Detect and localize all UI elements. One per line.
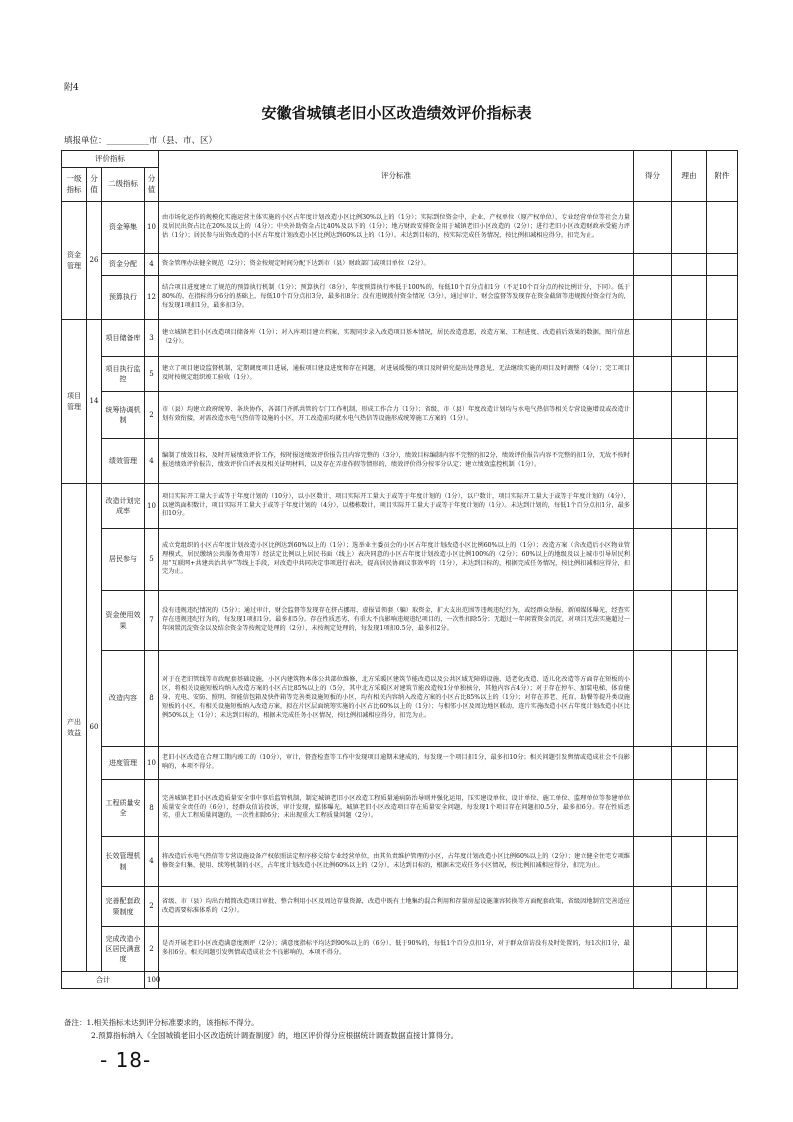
indicator-name: 改造内容 — [102, 651, 145, 747]
score-cell[interactable] — [634, 780, 672, 837]
fill-unit: 填报单位：__________市（县、市、区） — [64, 136, 218, 146]
indicator-name: 进度管理 — [102, 747, 145, 780]
table-row — [62, 591, 738, 651]
score-cell[interactable] — [634, 484, 672, 529]
criteria-text: 对于在老旧管线等市政配套基础设施，小区内建筑物本体公共部位维修，北方采暖区建筑节能改造以及公共区域无障碍设施、适老化改造、适儿化改造等方面存在短板的小区，将相关设施短板均纳入改造方案的小区占比85%以上的（5分，其中北方采暖区对建筑节能改造按1分单独核分，其他内容占4分）；对于存在停车、加装电梯、体育健身、充电、安防、照明、智能信包箱及快件箱等完善类设施短板的小区，均有相关内容纳入改造方案的小区占比85%以上的（1分）；对存在养老、托育、助餐等提升类设施短板的小区，有相关设施短板纳入改造方案，拟在片区层面统筹实施的小区占比60%以上的（1分）；与相邻小区及周边地区联动，连片实施改造小区占年度计划改造小区比例50%以上（1分）；未达到目标的，根据未完成任务小区情况，按比例扣减相应得分，扣完为止。 — [159, 651, 634, 747]
indicator-name: 完成改造小区居民满意度 — [102, 927, 145, 972]
table-row — [62, 202, 738, 254]
header-level1: 一级指标 — [62, 168, 87, 202]
indicator-score: 4 — [145, 254, 159, 276]
indicator-name: 工程质量安全 — [102, 780, 145, 837]
score-cell[interactable] — [634, 927, 672, 972]
reason-cell[interactable] — [672, 927, 707, 972]
indicator-score: 3 — [145, 320, 159, 357]
indicator-score: 12 — [145, 276, 159, 320]
reason-cell[interactable] — [672, 529, 707, 591]
indicator-name: 改造计划完成率 — [102, 484, 145, 529]
criteria-text: 建立城镇老旧小区改造项目储备库（1分）；对入库项目建立档案，实现同步录入改造项目基本情况，居民改造意愿，改造方案、工程进度、改造前后效果的数据，图片信息（2分）。 — [159, 320, 634, 357]
indicator-name: 居民参与 — [102, 529, 145, 591]
attachment-cell[interactable] — [707, 484, 738, 529]
score-cell[interactable] — [634, 357, 672, 392]
attachment-cell[interactable] — [707, 392, 738, 439]
notes — [64, 1017, 458, 1043]
table-row — [62, 392, 738, 439]
score-cell[interactable] — [634, 747, 672, 780]
header-level2: 二级指标 — [102, 168, 145, 202]
note-line: 2.预算指标纳入《全国城镇老旧小区改造统计调查制度》的，地区评价得分应根据统计调查数据直接计算得分。 — [91, 1030, 459, 1040]
reason-cell[interactable] — [672, 780, 707, 837]
criteria-text: 是否开展老旧小区改造满意度测评（2分）；满意度指标平均达到90%以上的（6分）、低于90%的，每低1个百分点扣1分，对于群众信访没有及时处置的，每1次扣1分，最多扣6分。相关问题引发舆情或造成社会不良影响的，本项不得分。 — [159, 927, 634, 972]
attachment-cell[interactable] — [707, 972, 738, 989]
group-score: 26 — [87, 202, 102, 320]
reason-cell[interactable] — [672, 837, 707, 887]
score-cell[interactable] — [634, 651, 672, 747]
header-attachment: 附件 — [707, 151, 738, 202]
table-row — [62, 254, 738, 276]
header-eval-index: 评价指标 — [62, 151, 159, 168]
table-row — [62, 927, 738, 972]
attachment-cell[interactable] — [707, 357, 738, 392]
score-cell[interactable] — [634, 392, 672, 439]
indicator-score: 10 — [145, 202, 159, 254]
header-score-col2: 分值 — [145, 168, 159, 202]
indicator-name: 统筹协调机制 — [102, 392, 145, 439]
indicator-score: 2 — [145, 392, 159, 439]
criteria-text: 编制了绩效目标，及时开展绩效评价工作，按时报送绩效评价报告且内容完整的（3分），绩效目标编制内容不完整的扣2分，绩效评价报告内容不完整的扣1分，无故不按时报送绩效评价报告，绩效评价自评表及相关证明材料，以及存在弄虚作假等情形的，绩效评价得分按零分认定；建立绩效监控机制（1分）。 — [159, 439, 634, 484]
score-cell[interactable] — [634, 591, 672, 651]
table-row — [62, 837, 738, 887]
criteria-text: 老旧小区改造在合理工期内竣工的（10分），审计，督查检查等工作中发现项目逾期未建成的，每发现一个项目扣1分，最多扣10分；相关问题引发舆情或造成社会不良影响的，本项不得分。 — [159, 747, 634, 780]
score-cell[interactable] — [634, 254, 672, 276]
table-row — [62, 529, 738, 591]
annex-label: 附4 — [64, 83, 79, 93]
page-number: - 18- — [100, 1048, 152, 1072]
indicator-name: 项目储备库 — [102, 320, 145, 357]
attachment-cell[interactable] — [707, 887, 738, 927]
indicator-name: 完善配套政策制度 — [102, 887, 145, 927]
indicator-score: 7 — [145, 591, 159, 651]
criteria-text: 完善城镇老旧小区改造质量安全事中事后监管机制，制定城镇老旧小区改造工程质量通病防治导则并强化运用，压实建设单位、设计单位、施工单位、监理单位等参建单位质量安全责任的（6分），经群众信访投诉，审计发现，媒体曝光，城镇老旧小区改造项目存在质量安全问题，每发现1个项目存在问题扣0.5分，最多扣6分。存在性质恶劣，重大工程质量问题的，一次性扣除6分；未出现重大工程质量问题（2分）。 — [159, 780, 634, 837]
group-score: 14 — [87, 320, 102, 484]
reason-cell[interactable] — [672, 747, 707, 780]
criteria-text: 项目实际开工量大于或等于年度计划的（10分），以小区数计，项目实际开工量大于或等于年度计划的（1分），以户数计，项目实际开工量大于或等于年度计划的（4分），以建筑面积数计，项目实际开工量大于或等于年度计划的（4分），以楼栋数计，项目实际开工量大于或等于年度计划的（1分）。未达到计划的，每低1个百分点扣1分，最多扣10分。 — [159, 484, 634, 529]
indicator-score: 8 — [145, 651, 159, 747]
attachment-cell[interactable] — [707, 276, 738, 320]
attachment-cell[interactable] — [707, 837, 738, 887]
header-score: 得分 — [634, 151, 672, 202]
indicator-name: 预算执行 — [102, 276, 145, 320]
reason-cell[interactable] — [672, 651, 707, 747]
reason-cell[interactable] — [672, 484, 707, 529]
criteria-text: 没有违规违纪情况的（5分）；通过审计，财会监督等发现存在挤占挪用、虚报冒领套（骗）取资金，扩大支出范围等违规违纪行为，或经群众举报、新闻媒体曝光，经查实存在违规违纪行为的，每发现1项扣1分，最多扣5分。存在性质恶劣，有重大不良影响违规违纪项目的，一次性扣除5分；无超过一年闲置资金沉淀，对项目无法实施超过一年闲置沉淀资金以及结余资金等按规定处理的（2分），未按规定处理的，每发现1项扣0.5分，最多扣2分。 — [159, 591, 634, 651]
header-criteria: 评分标准 — [159, 151, 634, 202]
attachment-cell[interactable] — [707, 747, 738, 780]
page-title: 安徽省城镇老旧小区改造绩效评价指标表 — [261, 104, 532, 122]
criteria-text: 资金管理办法健全规范（2分）；资金按规定时间分配下达到市（县）财政部门或项目单位（2分）。 — [159, 254, 634, 276]
score-cell[interactable] — [634, 320, 672, 357]
attachment-cell[interactable] — [707, 927, 738, 972]
score-cell[interactable] — [634, 972, 672, 989]
total-score: 100 — [145, 972, 159, 989]
indicator-score: 10 — [145, 747, 159, 780]
score-cell[interactable] — [634, 276, 672, 320]
indicator-score: 4 — [145, 837, 159, 887]
indicator-score: 2 — [145, 927, 159, 972]
attachment-cell[interactable] — [707, 651, 738, 747]
header-reason: 理由 — [672, 151, 707, 202]
note-line: 备注：1.相关指标未达到评分标准要求的，该指标不得分。 — [64, 1018, 259, 1027]
indicator-name: 资金筹集 — [102, 202, 145, 254]
table-row — [62, 780, 738, 837]
reason-cell[interactable] — [672, 357, 707, 392]
score-cell[interactable] — [634, 202, 672, 254]
attachment-cell[interactable] — [707, 529, 738, 591]
indicator-name: 项目执行监控 — [102, 357, 145, 392]
table-row — [62, 320, 738, 357]
indicator-score: 5 — [145, 357, 159, 392]
table-row — [62, 357, 738, 392]
attachment-cell[interactable] — [707, 202, 738, 254]
total-row — [62, 972, 738, 989]
indicator-score: 2 — [145, 887, 159, 927]
reason-cell[interactable] — [672, 591, 707, 651]
attachment-cell[interactable] — [707, 591, 738, 651]
group-name: 项目管理 — [62, 320, 87, 484]
total-label: 合计 — [62, 972, 145, 989]
criteria-text: 由市场化运作的规模化实施运营主体实施的小区占年度计划改造小区比例30%以上的（1分）；实际到位资金中，企业、产权单位（原产权单位）、专业经营单位等社会力量及居民出资占比在20%及以上的（4分）；中央补助资金占比40%及以下的（1分）；地方财政安排资金用于城镇老旧小区改造的（2分）；进行老旧小区改造财政承受能力评估（1分）；居民参与出资改造的小区占年度计划改造小区比例达到60%以上的（1分）。未达到目标的，按实际完成任务情况，按比例扣减相应得分，扣完为止。 — [159, 202, 634, 254]
indicator-name: 长效管理机制 — [102, 837, 145, 887]
attachment-cell[interactable] — [707, 254, 738, 276]
table-row — [62, 484, 738, 529]
criteria-text: 成立党组织的小区占年度计划改造小区比例达到60%以上的（1分）；选举业主委员会的小区占年度计划改造小区比例60%以上的（1分）；改造方案（含改造后小区物业管理模式，居民缴纳公共服务费用等）经法定比例以上居民书面（线上）表决同意的小区占年度计划改造小区比例100%的（2分）；60%以上的地级及以上城市引导居民利用“互联网+共建共治共享”等线上手段，对改造中共同决定事项进行表决，提高居民协商议事效率的（1分），未达到目标的，根据完成任务情况，按比例扣减相应得分，扣完为止。 — [159, 529, 634, 591]
indicator-score: 8 — [145, 780, 159, 837]
group-score: 60 — [87, 484, 102, 972]
criteria-text: 市（县）均建立政府统筹、条块协作，各部门齐抓共管的专门工作机制，形成工作合力（1分）；省级、市（县）年度改造计划均与水电气热信等相关专营设施增设或改造计划有效衔接，对需改造水电气热信等设施的小区，开工改造前均就水电气热信等设施形成统筹施工方案的（1分）。 — [159, 392, 634, 439]
reason-cell[interactable] — [672, 202, 707, 254]
score-cell[interactable] — [634, 529, 672, 591]
indicator-score: 5 — [145, 529, 159, 591]
reason-cell[interactable] — [672, 254, 707, 276]
table-row — [62, 439, 738, 484]
indicator-score: 10 — [145, 484, 159, 529]
criteria-text: 结合项目进度建立了规范的预算执行机制（1分）；预算执行（8分），年度预算执行率低于100%的，每低10个百分点扣1分（不足10个百分点的按比例计分，下同）。低于80%的，在指标得分6分的基础上，每低10个百分点扣3分，最多扣8分；没有违规拨付资金情况（3分），通过审计、财会监督等发现存在资金截留等违规拨付资金行为的，每发现1项扣1分，最多扣3分。 — [159, 276, 634, 320]
attachment-cell[interactable] — [707, 780, 738, 837]
indicator-score: 4 — [145, 439, 159, 484]
score-cell[interactable] — [634, 439, 672, 484]
criteria-text: 将改造后水电气热信等专营设施设备产权依照法定程序移交给专业经营单位，由其负责维护管理的小区，占年度计划改造小区比例60%以上的（2分）；建立健全住宅专项维修资金归集、使用、续筹机制的小区，占年度计划改造小区比例60%以上的（2分），未达到目标的，根据未完成任务小区情况，按比例扣减相应得分，扣完为止。 — [159, 837, 634, 887]
indicator-name: 资金使用效果 — [102, 591, 145, 651]
criteria-text: 省级、市（县）均出台精简改造项目审批、整合利用小区及周边存量资源，改造中既有土地集约混合利用和存量房屋设施兼容转换等方面配套政策，省级因地制宜完善适应改造需要标准体系的（2分）。 — [159, 887, 634, 927]
reason-cell[interactable] — [672, 887, 707, 927]
reason-cell[interactable] — [672, 439, 707, 484]
reason-cell[interactable] — [672, 320, 707, 357]
reason-cell[interactable] — [672, 392, 707, 439]
attachment-cell[interactable] — [707, 320, 738, 357]
table-row — [62, 887, 738, 927]
group-name: 产出效益 — [62, 484, 87, 972]
reason-cell[interactable] — [672, 276, 707, 320]
attachment-cell[interactable] — [707, 439, 738, 484]
score-cell[interactable] — [634, 887, 672, 927]
header-score-col: 分值 — [87, 168, 102, 202]
criteria-text: 建立了项目建设监督机制，定期调度项目进展，通报项目建设进度和存在问题，对进展缓慢的项目及时研究提出处理意见，无法继续实施的项目及时调整（4分）；完工项目及时按规定组织竣工验收（1分）。 — [159, 357, 634, 392]
reason-cell[interactable] — [672, 972, 707, 989]
table-row — [62, 276, 738, 320]
indicator-name: 绩效管理 — [102, 439, 145, 484]
group-name: 资金管理 — [62, 202, 87, 320]
evaluation-table — [61, 150, 738, 989]
indicator-name: 资金分配 — [102, 254, 145, 276]
table-row — [62, 651, 738, 747]
score-cell[interactable] — [634, 837, 672, 887]
table-row — [62, 747, 738, 780]
